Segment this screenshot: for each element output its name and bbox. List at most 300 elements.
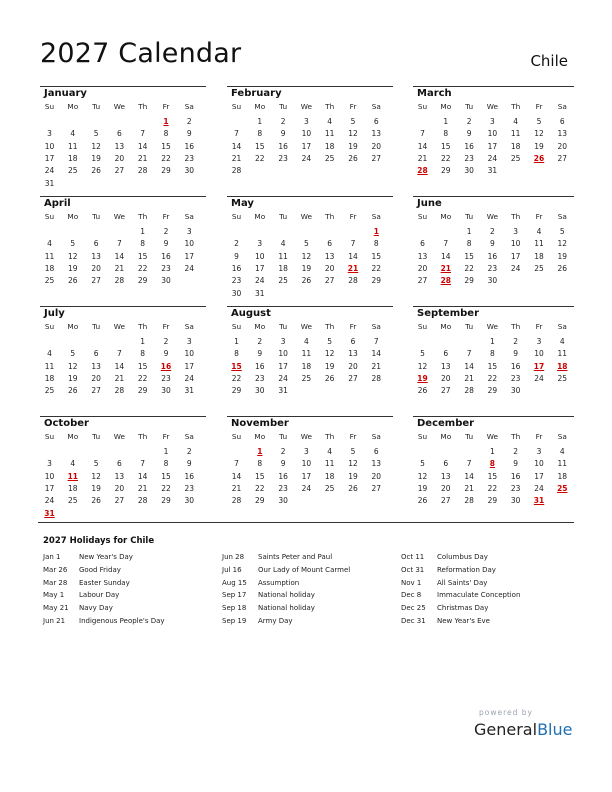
day-cell: 24 <box>184 373 195 383</box>
weekday-label: We <box>113 212 126 221</box>
day-cell: 22 <box>161 483 171 493</box>
day-cell: 24 <box>44 166 55 176</box>
weekday-label: Fr <box>535 102 543 111</box>
weekday-label: We <box>486 212 499 221</box>
day-cell: 14 <box>231 141 242 151</box>
day-cell: 19 <box>91 483 101 493</box>
weekday-label: Th <box>325 322 335 331</box>
day-cell: 11 <box>557 459 568 469</box>
month-february <box>227 86 393 191</box>
day-cell: 14 <box>137 141 148 151</box>
day-cell: 3 <box>304 447 309 456</box>
day-cell: 12 <box>68 361 78 371</box>
day-cell: 26 <box>348 483 358 493</box>
weekday-label: Th <box>511 432 521 441</box>
day-cell: 3 <box>186 337 192 346</box>
weekday-label: Mo <box>440 432 452 441</box>
day-cell: 12 <box>417 471 428 481</box>
day-cell: 15 <box>137 361 148 371</box>
day-cell: 7 <box>350 239 356 249</box>
day-cell: 10 <box>255 251 265 261</box>
weekday-label: Mo <box>440 212 452 221</box>
day-cell: 16 <box>464 141 474 151</box>
day-cell: 28 <box>114 276 125 286</box>
day-cell: 15 <box>371 251 382 261</box>
day-cell: 8 <box>140 239 146 249</box>
day-cell: 4 <box>280 239 286 249</box>
day-cell: 20 <box>91 263 101 273</box>
weekday-label: Sa <box>557 432 567 441</box>
holiday-row <box>222 553 392 566</box>
weekday-label: Sa <box>557 212 567 221</box>
day-cell: 12 <box>557 239 568 249</box>
month-december <box>413 416 574 521</box>
holiday-date: Dec 31 <box>401 616 426 625</box>
day-cell: 16 <box>255 361 265 371</box>
holiday-row <box>43 591 213 604</box>
weekday-label: Fr <box>535 432 543 441</box>
day-cell: 30 <box>184 166 195 176</box>
weekday-label: Th <box>138 102 148 111</box>
day-cell: 16 <box>184 471 195 481</box>
holiday-day-cell: 31 <box>44 508 55 518</box>
day-cell: 16 <box>231 263 242 273</box>
day-cell: 28 <box>137 496 148 506</box>
holiday-day-cell: 18 <box>557 361 568 371</box>
weekday-label: Tu <box>279 102 288 111</box>
day-cell: 22 <box>487 373 498 383</box>
day-cell: 14 <box>231 471 242 481</box>
day-cell: 5 <box>327 337 333 346</box>
weekday-label: Su <box>417 212 428 221</box>
holiday-date: Dec 25 <box>401 604 426 613</box>
day-cell: 27 <box>371 483 382 493</box>
holiday-row <box>222 591 392 604</box>
day-cell: 6 <box>373 117 379 126</box>
holiday-day-cell: 26 <box>533 153 545 163</box>
weekday-label: Su <box>44 322 55 331</box>
day-cell: 8 <box>163 129 169 139</box>
day-cell: 30 <box>510 386 521 396</box>
holidays-title: 2027 Holidays for Chile <box>43 536 155 546</box>
day-cell: 25 <box>534 263 544 273</box>
day-cell: 7 <box>466 459 472 469</box>
day-cell: 29 <box>137 276 148 286</box>
day-cell: 25 <box>557 373 568 383</box>
day-cell: 29 <box>487 496 498 506</box>
day-cell: 17 <box>255 263 265 273</box>
weekday-label: Th <box>511 102 521 111</box>
holiday-name: Our Lady of Mount Carmel <box>258 565 351 574</box>
day-cell: 6 <box>93 349 99 359</box>
day-cell: 10 <box>301 129 312 139</box>
holiday-day-cell: 19 <box>417 373 428 383</box>
weekday-label: Sa <box>184 322 194 331</box>
day-cell: 4 <box>304 337 309 346</box>
day-cell: 1 <box>234 337 239 346</box>
holiday-day-cell: 16 <box>160 361 172 371</box>
day-cell: 14 <box>371 349 382 359</box>
day-cell: 5 <box>420 349 425 359</box>
weekday-label: Tu <box>92 432 101 441</box>
month-june <box>413 196 574 301</box>
day-cell: 2 <box>513 337 519 346</box>
day-cell: 22 <box>371 263 382 273</box>
day-cell: 7 <box>140 129 146 139</box>
powered-by-text: powered by <box>479 708 533 717</box>
day-cell: 15 <box>487 361 498 371</box>
day-cell: 18 <box>301 361 312 371</box>
day-cell: 3 <box>536 337 542 346</box>
day-cell: 13 <box>371 459 382 469</box>
day-cell: 4 <box>327 117 333 126</box>
day-cell: 3 <box>257 239 263 249</box>
day-cell: 2 <box>186 447 192 456</box>
day-cell: 24 <box>487 153 498 163</box>
day-cell: 18 <box>557 471 568 481</box>
day-cell: 28 <box>114 386 125 396</box>
day-cell: 16 <box>184 141 195 151</box>
day-cell: 25 <box>324 483 335 493</box>
day-cell: 1 <box>163 447 169 456</box>
day-cell: 11 <box>324 129 335 139</box>
day-cell: 7 <box>140 459 146 469</box>
day-cell: 31 <box>278 386 288 396</box>
day-cell: 12 <box>324 349 335 359</box>
day-cell: 21 <box>114 263 125 273</box>
day-cell: 2 <box>280 117 286 126</box>
month-name: December <box>417 418 475 429</box>
day-cell: 29 <box>231 386 242 396</box>
holiday-name: Navy Day <box>79 604 113 613</box>
day-cell: 19 <box>534 141 544 151</box>
holiday-name: Columbus Day <box>437 553 488 561</box>
day-cell: 5 <box>420 459 425 469</box>
holiday-row <box>43 566 213 579</box>
day-cell: 26 <box>68 276 78 286</box>
holiday-name: Assumption <box>258 578 300 587</box>
day-cell: 9 <box>280 459 286 469</box>
day-cell: 1 <box>490 337 495 346</box>
day-cell: 19 <box>68 373 78 383</box>
month-divider <box>227 196 393 197</box>
weekday-label: Su <box>417 322 428 331</box>
holiday-name: Easter Sunday <box>79 578 130 587</box>
day-cell: 10 <box>487 129 498 139</box>
day-cell: 23 <box>184 153 195 163</box>
day-cell: 4 <box>559 337 565 346</box>
day-cell: 2 <box>490 227 495 236</box>
day-cell: 22 <box>161 153 171 163</box>
day-cell: 24 <box>255 276 265 286</box>
day-cell: 21 <box>231 483 242 493</box>
day-cell: 18 <box>324 471 335 481</box>
day-cell: 23 <box>278 483 288 493</box>
day-cell: 14 <box>464 471 474 481</box>
month-divider <box>40 86 206 87</box>
day-cell: 30 <box>255 386 265 396</box>
country-name: Chile <box>530 52 568 70</box>
day-cell: 9 <box>490 239 495 249</box>
day-cell: 6 <box>443 349 449 359</box>
weekday-label: Th <box>325 432 335 441</box>
day-cell: 15 <box>161 141 171 151</box>
day-cell: 16 <box>487 251 498 261</box>
day-cell: 16 <box>278 471 288 481</box>
holiday-day-cell: 28 <box>417 166 428 176</box>
day-cell: 28 <box>231 496 242 506</box>
holiday-day-cell: 21 <box>440 263 452 273</box>
weekday-label: Fr <box>162 322 170 331</box>
day-cell: 22 <box>255 483 265 493</box>
day-cell: 18 <box>68 153 78 163</box>
weekday-label: Fr <box>349 322 357 331</box>
day-cell: 10 <box>534 349 544 359</box>
day-cell: 17 <box>487 141 498 151</box>
day-cell: 24 <box>184 263 195 273</box>
day-cell: 10 <box>44 141 55 151</box>
month-march <box>413 86 574 191</box>
day-cell: 13 <box>114 141 125 151</box>
day-cell: 10 <box>184 349 195 359</box>
day-cell: 28 <box>371 373 382 383</box>
day-cell: 12 <box>348 459 358 469</box>
weekday-label: Sa <box>184 432 194 441</box>
day-cell: 29 <box>441 166 451 176</box>
day-cell: 29 <box>161 166 171 176</box>
day-cell: 22 <box>255 153 265 163</box>
weekday-label: Su <box>231 432 242 441</box>
day-cell: 14 <box>441 251 451 261</box>
holiday-row <box>43 604 213 617</box>
day-cell: 13 <box>348 349 358 359</box>
day-cell: 7 <box>466 349 472 359</box>
day-cell: 31 <box>255 288 265 298</box>
divider <box>38 522 574 523</box>
day-cell: 19 <box>348 141 358 151</box>
day-cell: 7 <box>420 129 425 139</box>
day-cell: 27 <box>348 373 358 383</box>
day-cell: 28 <box>464 496 474 506</box>
day-cell: 16 <box>510 471 521 481</box>
day-cell: 8 <box>466 239 472 249</box>
day-cell: 24 <box>301 153 312 163</box>
weekday-label: Su <box>44 432 55 441</box>
holiday-date: Sep 19 <box>222 616 247 625</box>
day-cell: 27 <box>91 276 101 286</box>
holiday-day-cell: 25 <box>557 483 568 493</box>
weekday-label: Mo <box>440 102 452 111</box>
day-cell: 11 <box>324 459 335 469</box>
day-cell: 5 <box>350 447 356 456</box>
day-cell: 9 <box>513 459 519 469</box>
weekday-label: Sa <box>371 212 381 221</box>
month-name: July <box>44 308 65 319</box>
day-cell: 27 <box>324 276 335 286</box>
day-cell: 26 <box>91 166 101 176</box>
day-cell: 25 <box>510 153 521 163</box>
day-cell: 15 <box>464 251 474 261</box>
weekday-label: Th <box>138 432 148 441</box>
weekday-label: Su <box>44 212 55 221</box>
day-cell: 24 <box>278 373 288 383</box>
day-cell: 9 <box>234 251 239 261</box>
day-cell: 27 <box>371 153 382 163</box>
day-cell: 1 <box>257 117 263 126</box>
month-divider <box>40 306 206 307</box>
weekday-label: We <box>486 102 499 111</box>
weekday-label: Tu <box>279 432 288 441</box>
day-cell: 3 <box>513 227 519 236</box>
day-cell: 27 <box>557 153 568 163</box>
weekday-label: We <box>113 102 126 111</box>
holiday-date: Mar 26 <box>43 565 68 574</box>
holiday-date: Jul 16 <box>222 565 242 574</box>
month-divider <box>40 196 206 197</box>
weekday-label: Fr <box>535 212 543 221</box>
day-cell: 21 <box>114 373 125 383</box>
day-cell: 3 <box>186 227 192 236</box>
month-name: August <box>231 308 271 319</box>
day-cell: 18 <box>68 483 78 493</box>
weekday-label: Fr <box>535 322 543 331</box>
day-cell: 5 <box>350 117 356 126</box>
day-cell: 20 <box>348 361 358 371</box>
day-cell: 26 <box>557 263 568 273</box>
day-cell: 5 <box>70 349 76 359</box>
month-name: November <box>231 418 289 429</box>
day-cell: 8 <box>257 129 263 139</box>
weekday-label: Tu <box>92 102 101 111</box>
day-cell: 25 <box>44 386 55 396</box>
day-cell: 17 <box>184 251 195 261</box>
holiday-name: Indigenous People's Day <box>79 616 165 625</box>
day-cell: 7 <box>117 239 122 249</box>
weekday-label: Mo <box>67 212 79 221</box>
day-cell: 8 <box>443 129 449 139</box>
day-cell: 20 <box>557 141 568 151</box>
weekday-label: Tu <box>465 102 474 111</box>
day-cell: 4 <box>559 447 565 456</box>
weekday-label: Sa <box>557 322 567 331</box>
month-name: March <box>417 88 452 99</box>
weekday-label: Th <box>138 322 148 331</box>
day-cell: 9 <box>163 349 169 359</box>
month-divider <box>227 416 393 417</box>
day-cell: 2 <box>280 447 286 456</box>
holiday-date: Sep 17 <box>222 591 247 600</box>
day-cell: 21 <box>417 153 428 163</box>
day-cell: 24 <box>301 483 312 493</box>
day-cell: 27 <box>114 166 125 176</box>
weekday-label: Su <box>44 102 55 111</box>
holiday-day-cell: 8 <box>489 459 495 469</box>
day-cell: 1 <box>443 117 449 126</box>
day-cell: 7 <box>117 349 122 359</box>
holiday-row <box>401 617 571 630</box>
day-cell: 30 <box>487 276 498 286</box>
day-cell: 2 <box>163 337 169 346</box>
weekday-label: Su <box>231 212 242 221</box>
day-cell: 15 <box>137 251 148 261</box>
day-cell: 31 <box>184 386 195 396</box>
weekday-label: Sa <box>371 322 381 331</box>
day-cell: 13 <box>441 361 451 371</box>
weekday-label: Mo <box>254 212 266 221</box>
month-august <box>227 306 393 411</box>
day-cell: 23 <box>255 373 265 383</box>
day-cell: 9 <box>280 129 286 139</box>
day-cell: 14 <box>114 251 125 261</box>
day-cell: 22 <box>231 373 242 383</box>
weekday-label: Su <box>417 432 428 441</box>
day-cell: 2 <box>186 117 192 126</box>
day-cell: 6 <box>327 239 333 249</box>
day-cell: 13 <box>441 471 451 481</box>
day-cell: 9 <box>257 349 263 359</box>
weekday-label: Tu <box>465 212 474 221</box>
day-cell: 8 <box>257 459 263 469</box>
day-cell: 11 <box>534 239 544 249</box>
holiday-day-cell: 21 <box>347 263 359 273</box>
day-cell: 23 <box>231 276 242 286</box>
day-cell: 3 <box>280 337 286 346</box>
holiday-name: Army Day <box>258 616 293 625</box>
day-cell: 6 <box>420 239 425 249</box>
month-divider <box>413 196 574 197</box>
weekday-label: We <box>300 432 313 441</box>
holiday-name: Good Friday <box>79 565 121 574</box>
day-cell: 7 <box>373 337 379 346</box>
brand-text-general: General <box>474 720 538 739</box>
weekday-label: We <box>486 432 499 441</box>
holiday-day-cell: 15 <box>231 361 242 371</box>
day-cell: 16 <box>278 141 288 151</box>
day-cell: 23 <box>464 153 474 163</box>
day-cell: 30 <box>464 166 474 176</box>
day-cell: 31 <box>44 178 55 188</box>
day-cell: 5 <box>93 129 99 139</box>
day-cell: 25 <box>278 276 288 286</box>
day-cell: 23 <box>487 263 498 273</box>
day-cell: 24 <box>534 373 544 383</box>
day-cell: 18 <box>278 263 288 273</box>
day-cell: 10 <box>510 239 521 249</box>
weekday-label: We <box>486 322 499 331</box>
day-cell: 1 <box>490 447 495 456</box>
day-cell: 12 <box>91 471 101 481</box>
weekday-label: Tu <box>465 432 474 441</box>
holiday-date: Mar 28 <box>43 578 68 587</box>
day-cell: 19 <box>301 263 312 273</box>
day-cell: 15 <box>487 471 498 481</box>
day-cell: 21 <box>137 483 148 493</box>
day-cell: 24 <box>44 496 55 506</box>
holiday-name: National holiday <box>258 591 315 600</box>
month-july <box>40 306 206 411</box>
day-cell: 23 <box>161 373 171 383</box>
day-cell: 30 <box>161 276 171 286</box>
day-cell: 29 <box>137 386 148 396</box>
day-cell: 13 <box>91 251 101 261</box>
day-cell: 2 <box>466 117 472 126</box>
day-cell: 3 <box>490 117 495 126</box>
holiday-date: Jun 21 <box>43 616 66 625</box>
month-divider <box>413 86 574 87</box>
day-cell: 28 <box>348 276 358 286</box>
day-cell: 28 <box>231 166 242 176</box>
brand-text-blue: Blue <box>537 720 573 739</box>
